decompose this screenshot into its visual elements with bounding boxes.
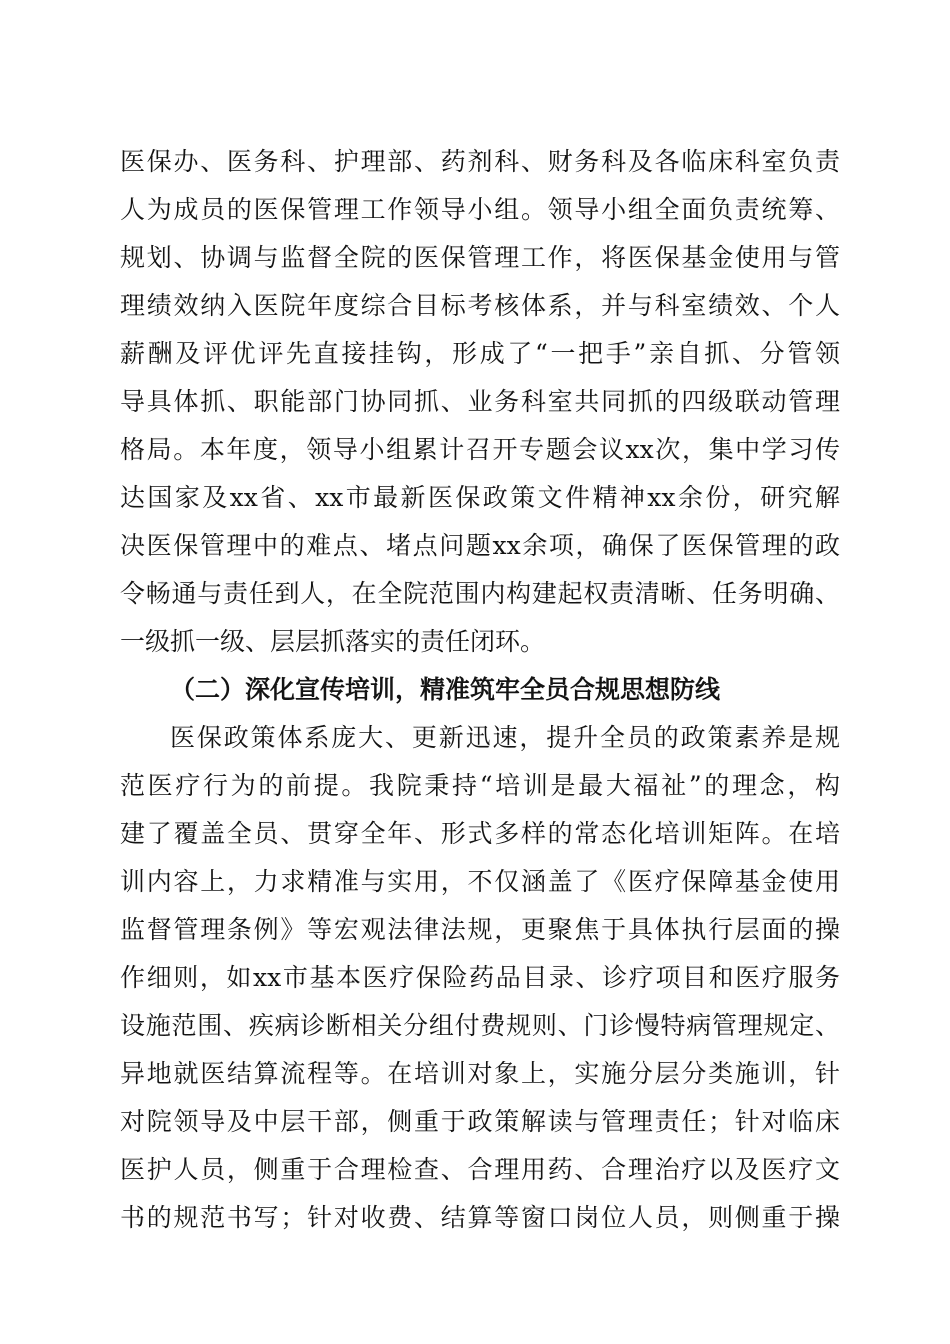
paragraph-2-line-10: 医护人员，侧重于合理检查、合理用药、合理治疗以及医疗文 bbox=[120, 1155, 840, 1184]
paragraph-2-line-2: 范医疗行为的前提。我院秉持“培训是最大福祉”的理念，构 bbox=[120, 771, 840, 800]
paragraph-1-line-1: 医保办、医务科、护理部、药剂科、财务科及各临床科室负责 bbox=[120, 147, 840, 176]
paragraph-1-line-2: 人为成员的医保管理工作领导小组。领导小组全面负责统筹、 bbox=[120, 195, 840, 224]
paragraph-2-line-1: 医保政策体系庞大、更新迅速，提升全员的政策素养是规 bbox=[170, 723, 840, 752]
paragraph-2-line-4: 训内容上，力求精准与实用，不仅涵盖了《医疗保障基金使用 bbox=[120, 867, 840, 896]
paragraph-1-line-3: 规划、协调与监督全院的医保管理工作，将医保基金使用与管 bbox=[120, 243, 840, 272]
paragraph-2-line-11: 书的规范书写；针对收费、结算等窗口岗位人员，则侧重于操 bbox=[120, 1203, 840, 1232]
paragraph-1-line-10: 令畅通与责任到人，在全院范围内构建起权责清晰、任务明确、 bbox=[120, 579, 840, 608]
paragraph-1-line-9: 决医保管理中的难点、堵点问题xx余项，确保了医保管理的政 bbox=[120, 531, 840, 560]
paragraph-2-line-3: 建了覆盖全员、贯穿全年、形式多样的常态化培训矩阵。在培 bbox=[120, 819, 840, 848]
paragraph-1-line-11: 一级抓一级、层层抓落实的责任闭环。 bbox=[120, 627, 546, 656]
paragraph-1-line-8: 达国家及xx省、xx市最新医保政策文件精神xx余份，研究解 bbox=[120, 483, 840, 512]
paragraph-1-line-6: 导具体抓、职能部门协同抓、业务科室共同抓的四级联动管理 bbox=[120, 387, 840, 416]
paragraph-2-line-7: 设施范围、疾病诊断相关分组付费规则、门诊慢特病管理规定、 bbox=[120, 1011, 840, 1040]
paragraph-2-line-8: 异地就医结算流程等。在培训对象上，实施分层分类施训，针 bbox=[120, 1059, 840, 1088]
paragraph-2-line-6: 作细则，如xx市基本医疗保险药品目录、诊疗项目和医疗服务 bbox=[120, 963, 840, 992]
paragraph-1-line-4: 理绩效纳入医院年度综合目标考核体系，并与科室绩效、个人 bbox=[120, 291, 840, 320]
paragraph-2-line-5: 监督管理条例》等宏观法律法规，更聚焦于具体执行层面的操 bbox=[120, 915, 840, 944]
paragraph-1-line-7: 格局。本年度，领导小组累计召开专题会议xx次，集中学习传 bbox=[120, 435, 840, 464]
paragraph-2-line-9: 对院领导及中层干部，侧重于政策解读与管理责任；针对临床 bbox=[120, 1107, 840, 1136]
paragraph-1-line-5: 薪酬及评优评先直接挂钩，形成了“一把手”亲自抓、分管领 bbox=[120, 339, 840, 368]
section-heading-2: （二）深化宣传培训，精准筑牢全员合规思想防线 bbox=[170, 675, 721, 704]
